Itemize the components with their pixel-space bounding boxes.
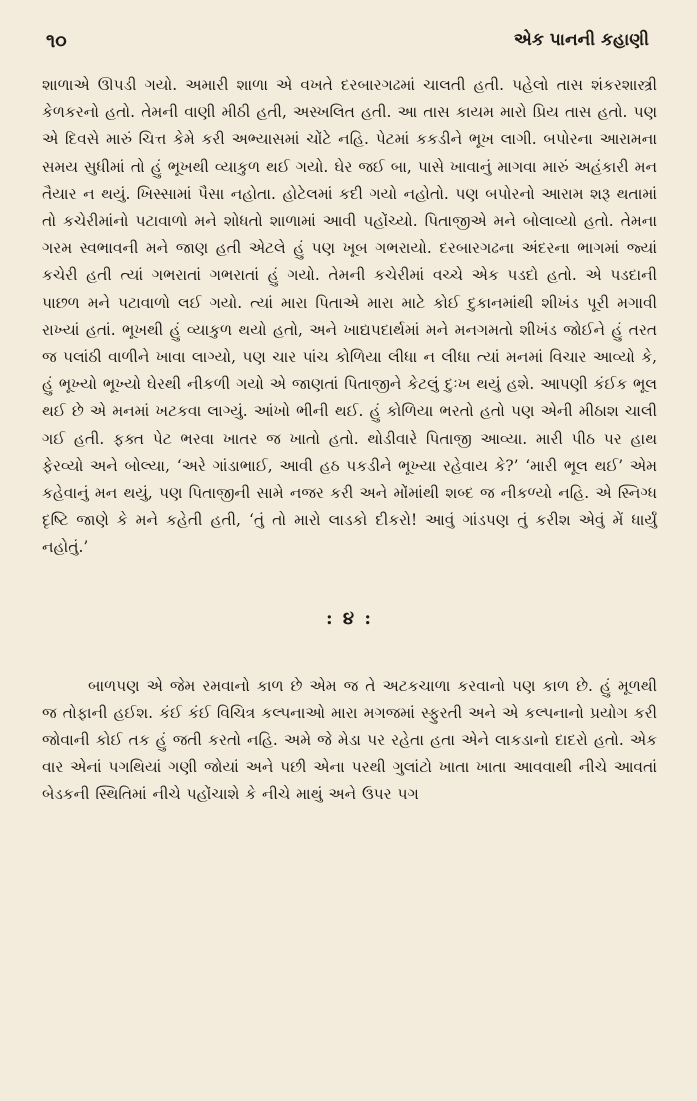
running-title: એક પાનની કહાણી [513,30,649,50]
paragraph: શાળાએ ઊપડી ગયો. અમારી શાળા એ વખતે દરબારગઢમાં ચાલતી હતી. પહેલો તાસ શંકરશાસ્ત્રી કેળકરનો હતો. તેમની વાણી મીઠી હતી, અસ્ખલિત હતી. આ તાસ કાયમ મારો પ્રિય તાસ હતો. પણ એ દિવસે મારું ચિત્ત કેમે કરી અભ્યાસમાં ચોંટે નહિ. પેટમાં કકડીને ભૂખ લાગી. બપોરના આરામના સમય સુધીમાં તો હું ભૂખથી વ્યાકુળ થઈ ગયો. ઘેર જઈ બા, પાસે ખાવાનું માગવા મારું અહંકારી મન તૈયાર ન થયું. ખિસ્સામાં પૈસા નહોતા. હોટેલમાં કદી ગયો નહોતો. પણ બપોરનો આરામ શરૂ થતામાં તો કચેરીમાંનો પટાવાળો મને શોધતો શાળામાં આવી પહોંચ્યો. પિતાજીએ મને બોલાવ્યો હતો. તેમના ગરમ સ્વભાવની મને જાણ હતી એટલે હું પણ ખૂબ ગભરાયો. દરબારગઢના અંદરના ભાગમાં જ્યાં કચેરી હતી ત્યાં ગભરાતાં ગભરાતાં હું ગયો. તેમની કચેરીમાં વચ્ચે એક પડદો હતો. એ પડદાની પાછળ મને પટાવાળો લઈ ગયો. ત્યાં મારા પિતાએ મારા માટે કોઈ દુકાનમાંથી શીખંડ પૂરી મગાવી રાખ્યાં હતાં. ભૂખથી હું વ્યાકુળ થયો હતો, અને ખાદ્યપદાર્થમાં મને મનગમતો શીખંડ જોઈને હું તરત જ પલાંઠી વાળીને ખાવા લાગ્યો, પણ ચાર પાંચ કોળિયા લીધા ન લીધા ત્યાં મનમાં વિચાર આવ્યો કે, હું ભૂખ્યો ભૂખ્યો ઘેરથી નીકળી ગયો એ જાણતાં પિતાજીને કેટલું દુઃખ થયું હશે. આપણી કંઈક ભૂલ થઈ છે એ મનમાં ખટકવા લાગ્યું. આંખો ભીની થઈ. હું કોળિયા ભરતો હતો પણ એની મીઠાશ ચાલી ગઈ હતી. ફક્ત પેટ ભરવા ખાતર જ ખાતો હતો. થોડીવારે પિતાજી આવ્યા. મારી પીઠ પર હાથ ફેરવ્યો અને બોલ્યા, ‘અરે ગાંડાભાઈ, આવી હઠ પકડીને ભૂખ્યા રહેવાય કે?’ ‘મારી ભૂલ થઈ’ એમ કહેવાનું મન થયું, પણ પિતાજીની સામે નજર કરી અને મોંમાંથી શબ્દ જ નીકળ્યો નહિ. એ સ્નિગ્ધ દૃષ્ટિ જાણે કે મને કહેતી હતી, ‘તું તો મારો લાડકો દીકરો! આવું ગાંડપણ તું કરીશ એવું મેં ધાર્યું નહોતું.’ [42,76,657,557]
page-header [42,30,657,60]
paragraph: બાળપણ એ જેમ રમવાનો કાળ છે એમ જ તે અટકચાળા કરવાનો પણ કાળ છે. હું મૂળથી જ તોફાની હઈશ. કંઈ કંઈ વિચિત્ર કલ્પનાઓ મારા મગજમાં સ્ફુરતી અને એ કલ્પનાનો પ્રયોગ કરી જોવાની કોઈ તક હું જતી કરતો નહિ. અમે જે મેડા પર રહેતા હતા એને લાકડાનો દાદરો હતો. એક વાર એનાં પગથિયાં ગણી જોયાં અને પછી એના પરથી ગુલાંટો ખાતા ખાતા આવવાથી નીચે આવતાં બેડકની સ્થિતિમાં નીચે પહોંચાશે કે નીચે માથું અને ઉપર પગ [42,676,657,804]
page-number: ૧૦ [46,30,67,52]
body-text [42,72,657,809]
section-number: : ૪ : [326,607,373,629]
